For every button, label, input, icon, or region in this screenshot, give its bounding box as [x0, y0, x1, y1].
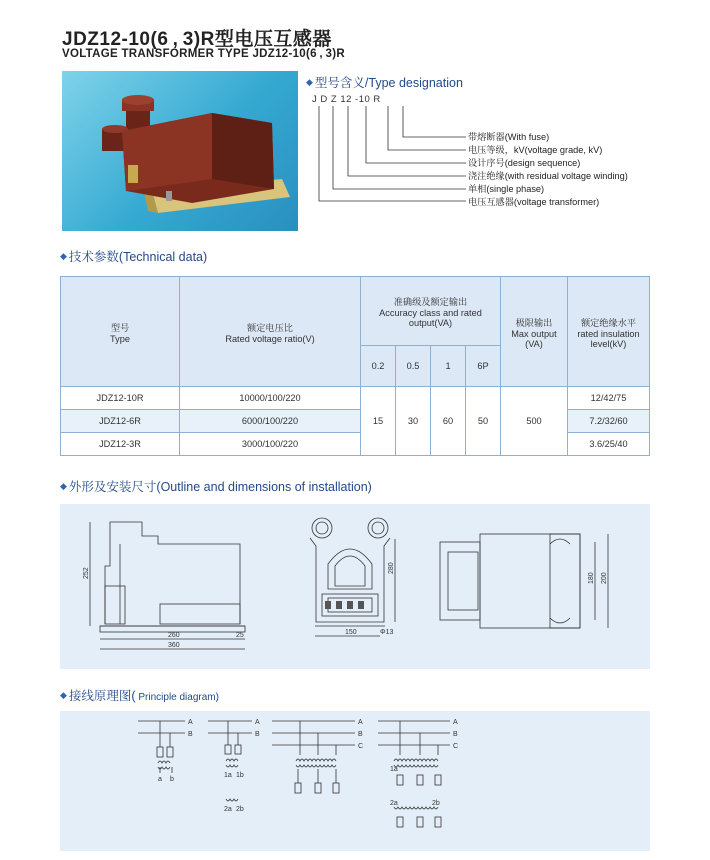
table-cell-insulation: 7.2/32/60 — [568, 410, 650, 433]
terminal-label: b — [170, 776, 174, 783]
principle-heading: ◆ 接线原理图( Principle diagram) — [60, 689, 219, 703]
phase-label: A — [188, 719, 193, 726]
output-cell: 15 — [361, 387, 396, 456]
terminal-label: 1a — [224, 772, 232, 779]
phase-label: C — [358, 743, 364, 750]
phase-label: B — [358, 731, 363, 738]
class-cell: 6P — [466, 346, 501, 387]
dim-260: 260 — [168, 632, 180, 639]
designation-labels — [468, 131, 628, 209]
technical-data-table — [60, 276, 650, 456]
table-cell-insulation: 3.6/25/40 — [568, 433, 650, 456]
designation-label: 带熔断器(With fuse) — [468, 132, 550, 142]
output-cell: 60 — [431, 387, 466, 456]
designation-label: 浇注绝缘(with residual voltage winding) — [468, 171, 628, 181]
designation-bracket-lines — [300, 104, 470, 204]
header-max-output: 极限输出 Max output (VA) — [501, 277, 568, 387]
table-cell-ratio: 3000/100/220 — [180, 433, 361, 456]
class-cell: 1 — [431, 346, 466, 387]
dim-150: 150 — [345, 629, 357, 636]
dim-280: 280 — [388, 562, 395, 574]
designation-label: 电压等级，kV(voltage grade, kV) — [468, 145, 603, 155]
header-insulation: 额定绝缘水平 rated insulation level(kV) — [568, 277, 650, 387]
outline-heading: ◆ 外形及安装尺寸(Outline and dimensions of installation) — [60, 480, 372, 494]
dim-200: 200 — [601, 572, 608, 584]
principle-diagram-panel — [60, 711, 650, 851]
voltage-transformer-image — [62, 71, 298, 231]
table-cell-type: JDZ12-3R — [61, 433, 180, 456]
dim-180: 180 — [588, 572, 595, 584]
outline-drawing-panel — [60, 504, 650, 669]
dim-252: 252 — [83, 567, 90, 579]
table-cell-ratio: 10000/100/220 — [180, 387, 361, 410]
max-output-cell: 500 — [501, 387, 568, 456]
designation-label: 单相(single phase) — [468, 184, 545, 194]
outline-drawing — [60, 504, 650, 669]
technical-heading: ◆ 技术参数(Technical data) — [60, 250, 208, 264]
designation-heading: ◆ 型号含义/Type designation — [306, 76, 463, 90]
phase-label: A — [453, 719, 458, 726]
principle-diagram — [60, 711, 650, 851]
table-cell-type: JDZ12-6R — [61, 410, 180, 433]
phase-label: B — [453, 731, 458, 738]
phase-label: B — [188, 731, 193, 738]
designation-code: J D Z 12 -10 R — [312, 94, 381, 105]
phase-label: A — [255, 719, 260, 726]
header-ratio: 额定电压比 Rated voltage ratio(V) — [180, 277, 361, 387]
terminal-label: 2a — [224, 806, 232, 813]
terminal-label: a — [158, 776, 162, 783]
page-title: JDZ12-10(6 , 3)R型电压互感器 — [62, 29, 332, 50]
page-subtitle: VOLTAGE TRANSFORMER TYPE JDZ12-10(6 , 3)R — [62, 48, 345, 60]
class-cell: 0.2 — [361, 346, 396, 387]
output-cell: 50 — [466, 387, 501, 456]
class-cell: 0.5 — [396, 346, 431, 387]
table-cell-type: JDZ12-10R — [61, 387, 180, 410]
header-type: 型号 Type — [61, 277, 180, 387]
table-cell-insulation: 12/42/75 — [568, 387, 650, 410]
dim-25: 25 — [236, 632, 244, 639]
designation-label: 设计序号(design sequence) — [468, 158, 581, 168]
terminal-label: 2a — [390, 800, 398, 807]
phase-label: C — [453, 743, 459, 750]
designation-label: 电压互感器(voltage transformer) — [468, 197, 600, 207]
phase-label: B — [255, 731, 260, 738]
header-accuracy: 准确级及额定输出 Accuracy class and rated output(VA) — [361, 277, 501, 346]
output-cell: 30 — [396, 387, 431, 456]
dim-hole: Φ13 — [380, 629, 394, 636]
terminal-label: 1a — [390, 766, 398, 773]
terminal-label: 1b — [236, 772, 244, 779]
phase-label: A — [358, 719, 363, 726]
terminal-label: 2b — [236, 806, 244, 813]
dim-360: 360 — [168, 642, 180, 649]
table-cell-ratio: 6000/100/220 — [180, 410, 361, 433]
product-photo — [62, 71, 298, 231]
terminal-label: 2b — [432, 800, 440, 807]
